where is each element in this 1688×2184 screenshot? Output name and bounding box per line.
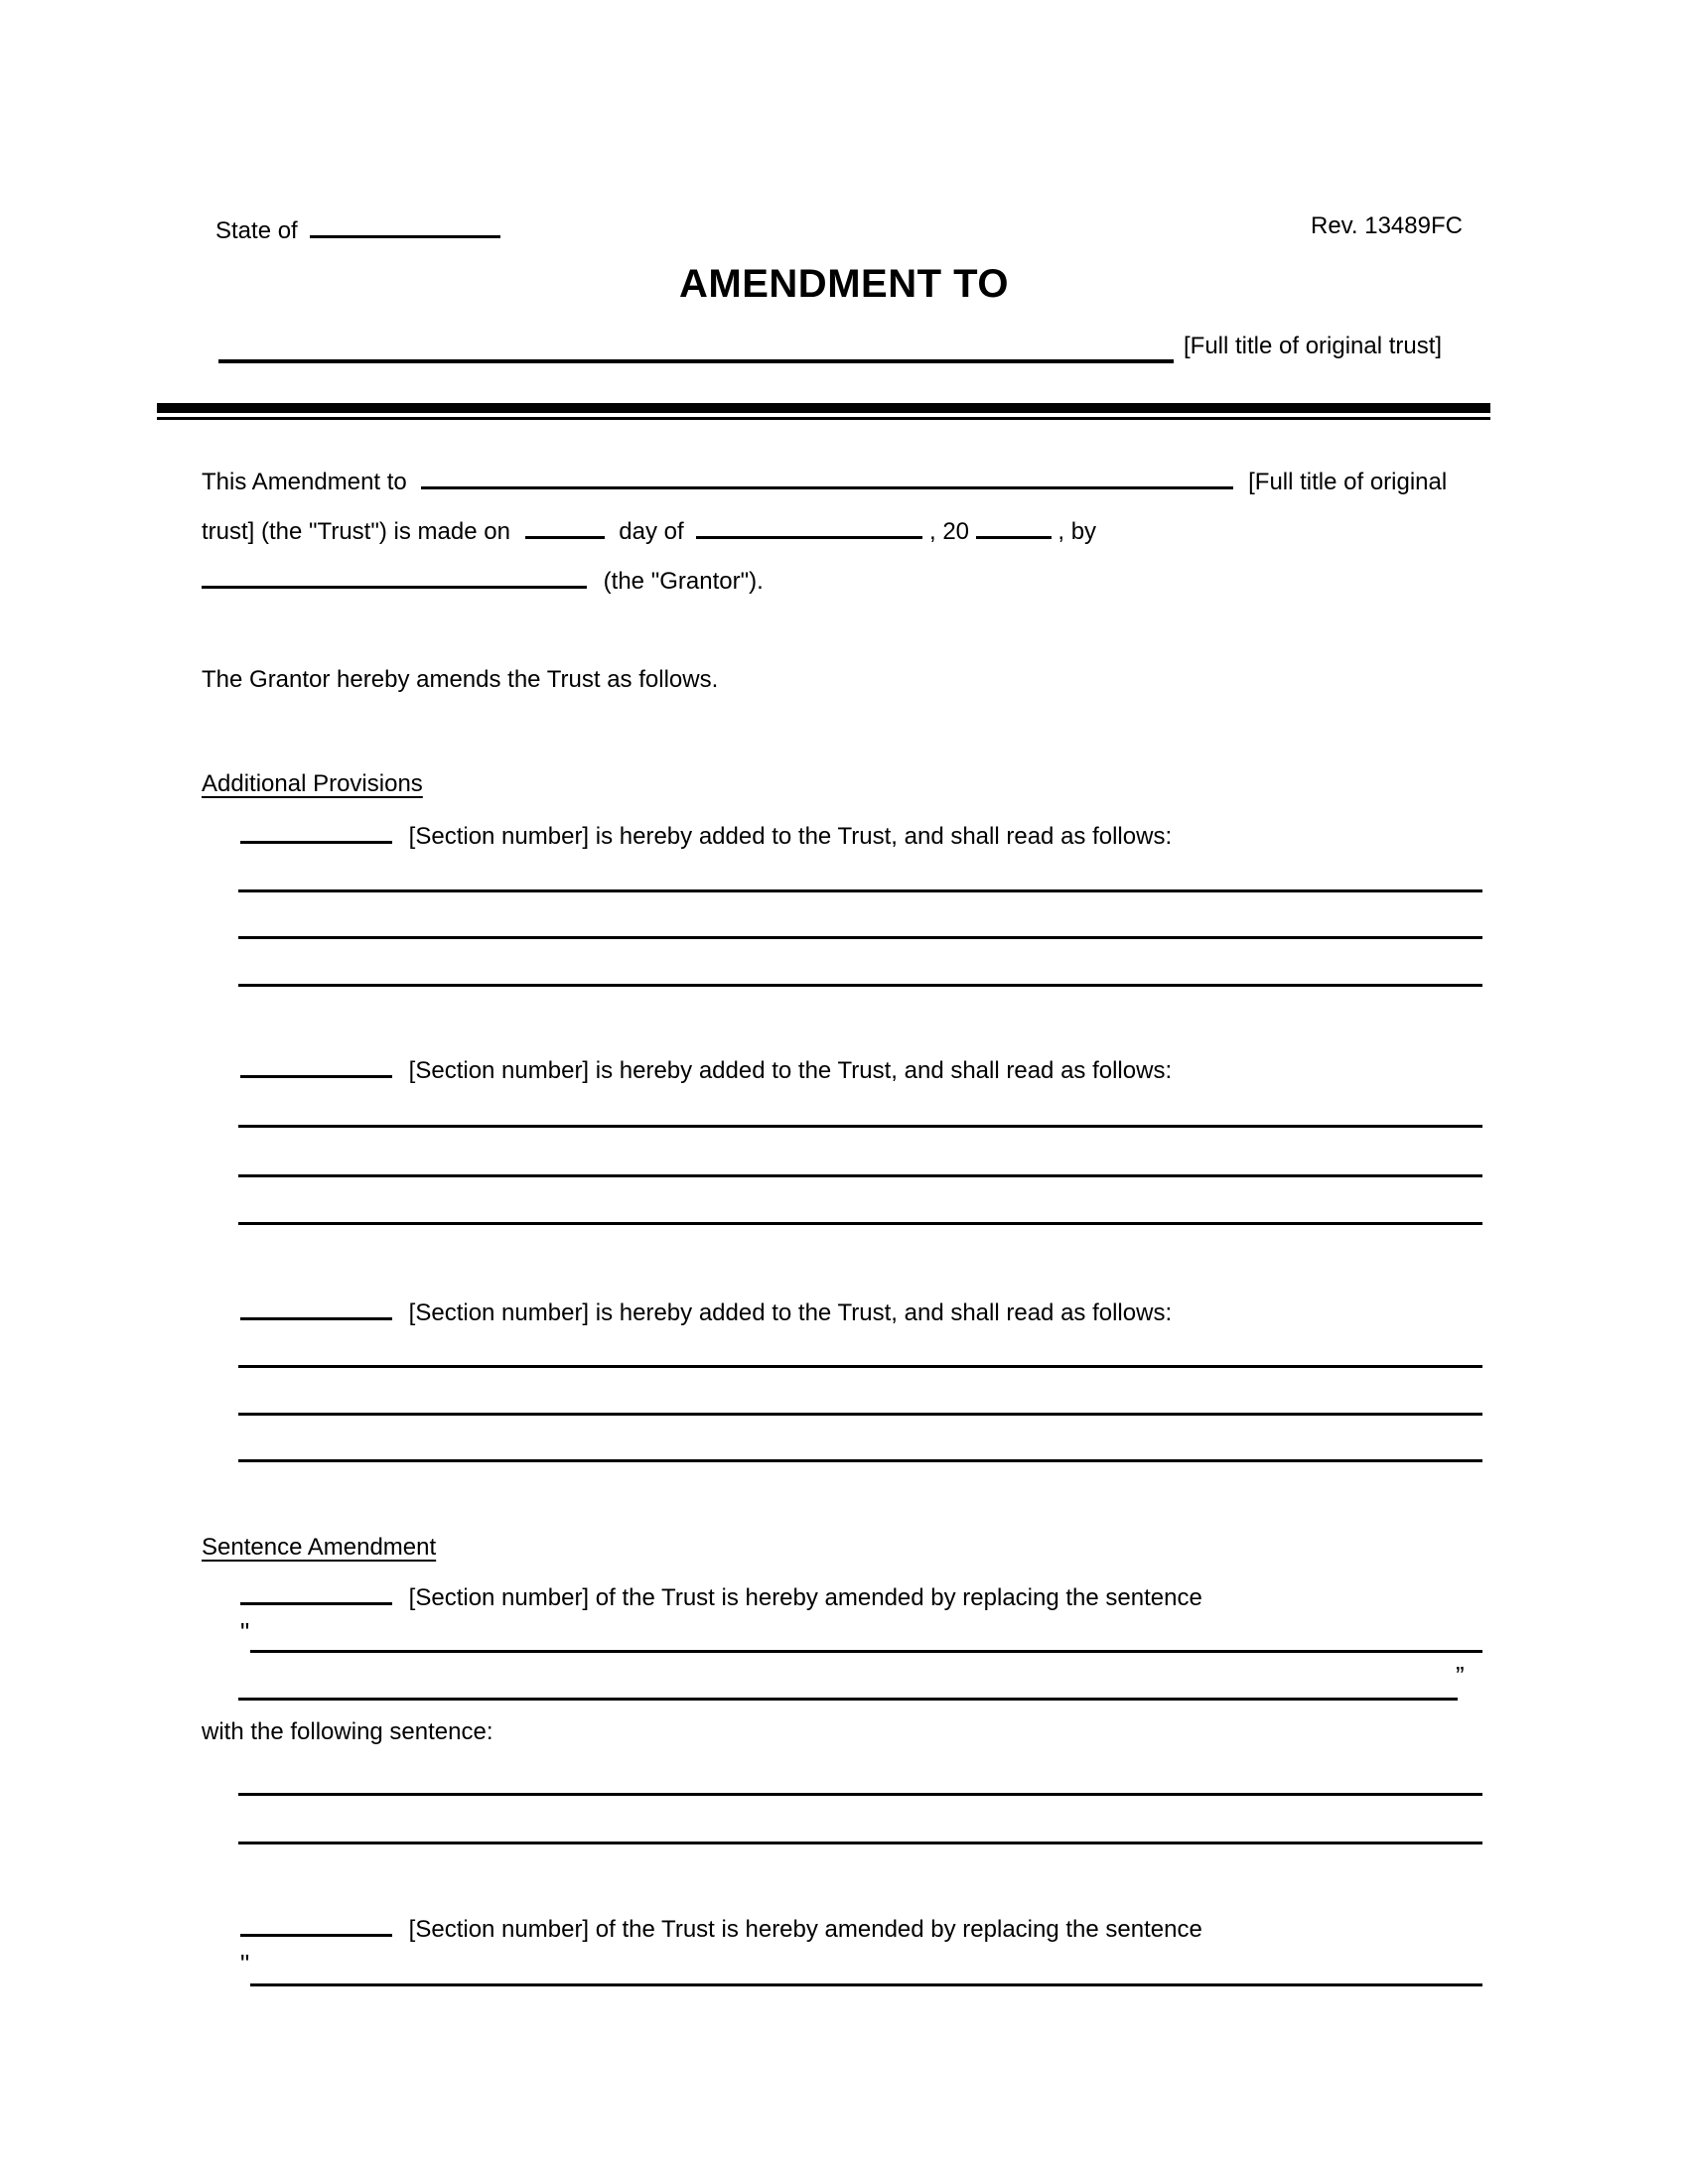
- write-in-line: [238, 1365, 1482, 1368]
- trust-title-blank-field: [218, 359, 1174, 363]
- intro-line-2: [202, 512, 1096, 547]
- revision-label: Rev. 13489FC: [1311, 212, 1463, 239]
- quoted-sentence-line: [238, 1698, 1458, 1701]
- trust-title-annotation: [Full title of original trust]: [1184, 333, 1443, 359]
- write-in-line: [238, 1222, 1482, 1225]
- write-in-line: [238, 936, 1482, 939]
- replace-sentence-row: [240, 1578, 1202, 1613]
- trust-name-blank-field: [421, 463, 1233, 489]
- write-in-line: [238, 1842, 1482, 1844]
- intro-line2-by: , by: [1057, 518, 1097, 545]
- replace-sentence-text: [Section number] of the Trust is hereby amended by replacing the sentence: [408, 1584, 1202, 1611]
- write-in-line: [238, 984, 1482, 987]
- intro-line-3: [202, 562, 764, 597]
- write-in-line: [238, 1793, 1482, 1796]
- section-number-blank-field: [240, 817, 392, 844]
- added-section-text: [Section number] is hereby added to the Trust, and shall read as follows:: [408, 1299, 1173, 1326]
- replace-sentence-text: [Section number] of the Trust is hereby amended by replacing the sentence: [408, 1916, 1202, 1943]
- intro-line2-made-on: trust] (the "Trust") is made on: [202, 518, 510, 545]
- write-in-line: [238, 1174, 1482, 1177]
- added-section-row: [240, 817, 1172, 852]
- write-in-line: [238, 1459, 1482, 1462]
- grantor-name-blank-field: [202, 562, 587, 589]
- added-section-row: [240, 1051, 1172, 1086]
- added-section-text: [Section number] is hereby added to the Trust, and shall read as follows:: [408, 823, 1173, 850]
- with-following-sentence-label: with the following sentence:: [202, 1718, 493, 1745]
- intro-line2-day-of: day of: [619, 518, 684, 545]
- added-section-row: [240, 1294, 1172, 1328]
- year-blank-field: [976, 512, 1052, 539]
- section-number-blank-field: [240, 1051, 392, 1078]
- open-quote-mark: ": [240, 1617, 250, 1647]
- intro-line3-grantor: (the "Grantor").: [603, 568, 764, 595]
- day-blank-field: [525, 512, 605, 539]
- open-quote-mark: ": [240, 1949, 250, 1979]
- intro-line2-year-prefix: , 20: [929, 518, 970, 545]
- write-in-line: [238, 889, 1482, 892]
- intro-line-1: [202, 463, 1447, 497]
- month-blank-field: [696, 512, 922, 539]
- write-in-line: [238, 1125, 1482, 1128]
- sentence-amendment-heading: Sentence Amendment: [202, 1534, 437, 1561]
- amends-statement: The Grantor hereby amends the Trust as follows.: [202, 666, 719, 693]
- additional-provisions-heading: Additional Provisions: [202, 770, 423, 797]
- close-quote-mark: ”: [1456, 1661, 1465, 1691]
- intro-line1-suffix: [Full title of original: [1248, 469, 1448, 495]
- intro-line1-prefix: This Amendment to: [202, 469, 407, 495]
- divider-thick-rule: [157, 403, 1490, 413]
- divider-thin-rule: [157, 417, 1490, 420]
- added-section-text: [Section number] is hereby added to the Trust, and shall read as follows:: [408, 1057, 1173, 1084]
- quoted-sentence-line: [250, 1650, 1482, 1653]
- replace-sentence-row: [240, 1910, 1202, 1945]
- quoted-sentence-line: [250, 1983, 1482, 1986]
- page-title: AMENDMENT TO: [679, 262, 1009, 306]
- section-number-blank-field: [240, 1910, 392, 1937]
- state-of-label: State of: [215, 217, 298, 244]
- section-number-blank-field: [240, 1578, 392, 1605]
- write-in-line: [238, 1413, 1482, 1416]
- state-of-line: [215, 211, 500, 246]
- state-blank-field: [310, 211, 500, 238]
- section-number-blank-field: [240, 1294, 392, 1320]
